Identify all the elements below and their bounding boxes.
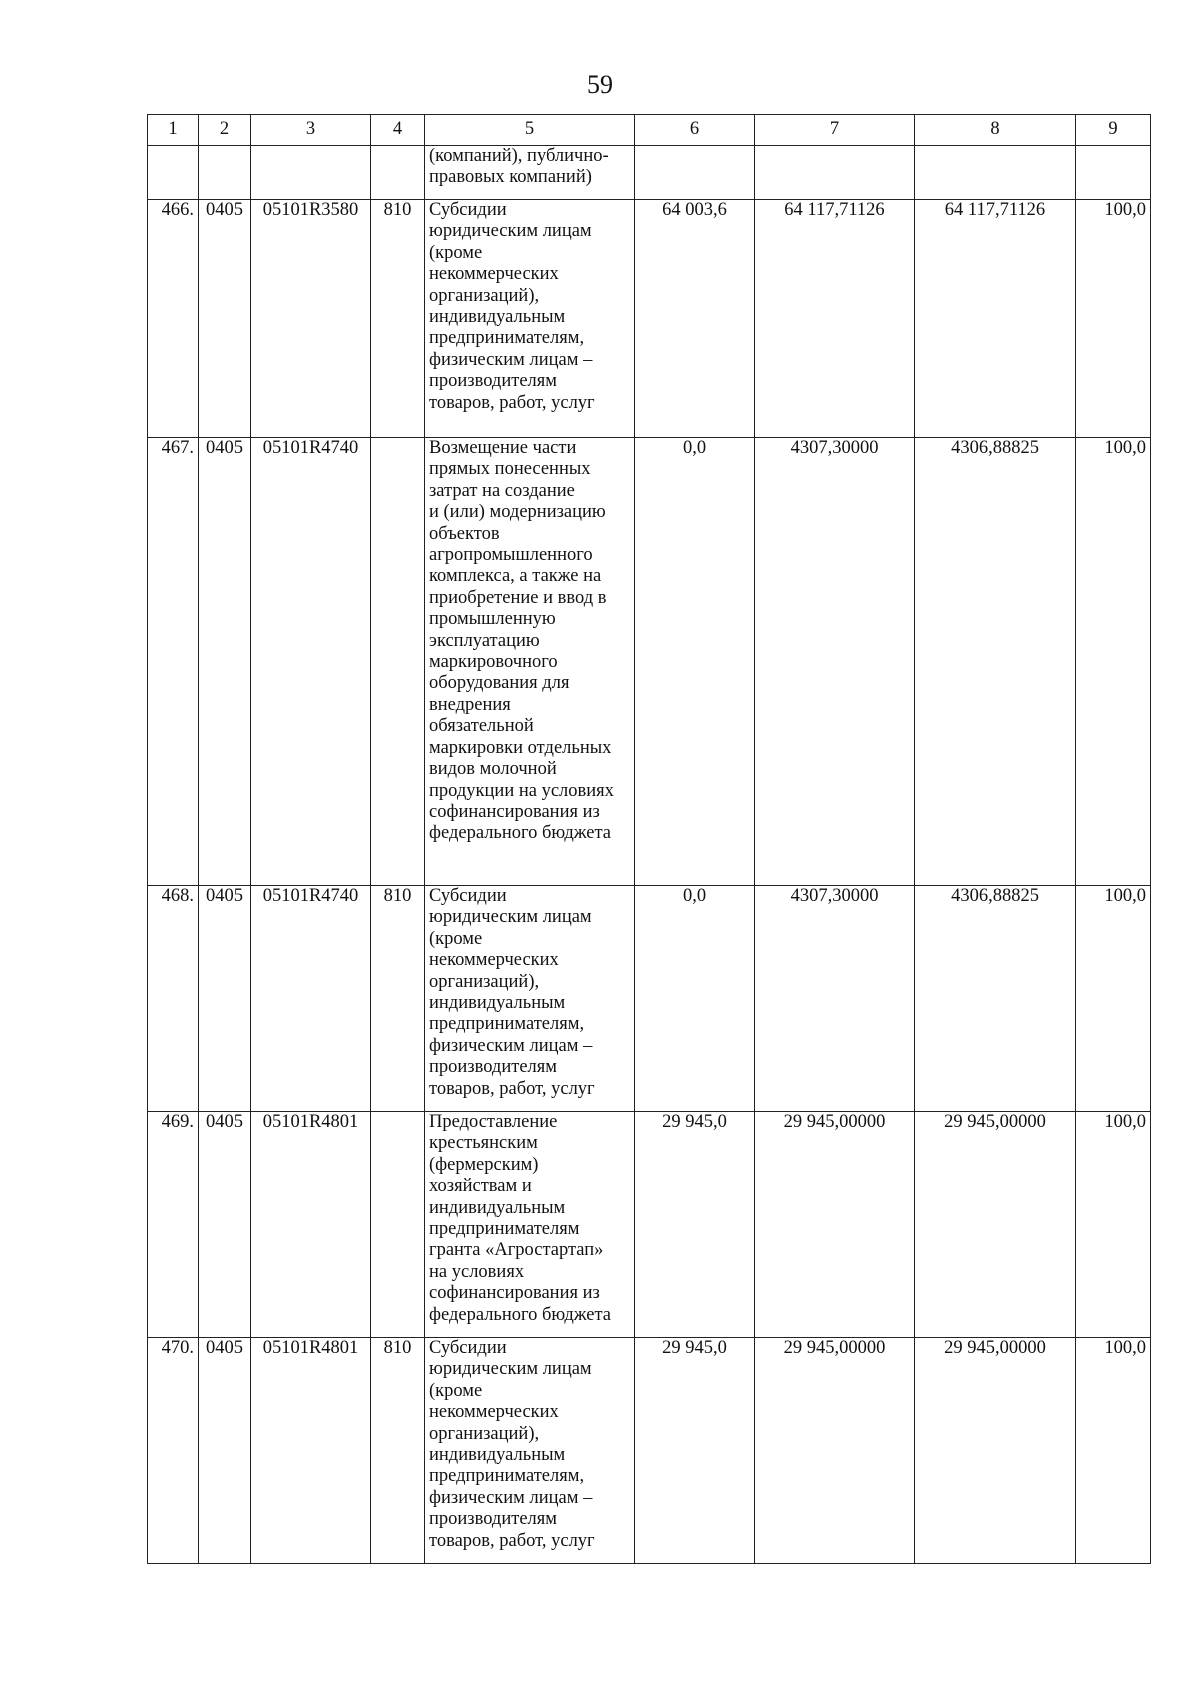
expense-type — [371, 146, 425, 200]
section-code: 0405 — [199, 200, 251, 438]
column-header: 3 — [251, 115, 371, 146]
plan-amount — [635, 146, 755, 200]
item-name: Субсидии юридическим лицам (кроме некоммерческих организаций), индивидуальным предпринимателям, физическим лицам – производителям товаров, работ, услуг — [425, 1338, 635, 1564]
executed-amount: 29 945,00000 — [915, 1338, 1076, 1564]
expense-type — [371, 1112, 425, 1338]
column-header: 6 — [635, 115, 755, 146]
column-header: 1 — [148, 115, 199, 146]
plan-amount: 0,0 — [635, 886, 755, 1112]
table-row — [148, 886, 1151, 1112]
column-header: 8 — [915, 115, 1076, 146]
column-header: 7 — [755, 115, 915, 146]
execution-percent — [1076, 146, 1151, 200]
row-number: 466. — [148, 200, 199, 438]
page-number: 59 — [587, 70, 613, 99]
refined-amount — [755, 146, 915, 200]
table-row — [148, 146, 1151, 200]
refined-amount: 29 945,00000 — [755, 1338, 915, 1564]
plan-amount: 0,0 — [635, 438, 755, 886]
execution-percent: 100,0 — [1076, 200, 1151, 438]
expense-type: 810 — [371, 886, 425, 1112]
target-code: 05101R4740 — [251, 438, 371, 886]
executed-amount — [915, 146, 1076, 200]
row-number: 467. — [148, 438, 199, 886]
plan-amount: 29 945,0 — [635, 1112, 755, 1338]
expense-type: 810 — [371, 1338, 425, 1564]
execution-percent: 100,0 — [1076, 1338, 1151, 1564]
section-code — [199, 146, 251, 200]
row-number: 470. — [148, 1338, 199, 1564]
header-row — [148, 115, 1151, 146]
table-row — [148, 1112, 1151, 1338]
plan-amount: 29 945,0 — [635, 1338, 755, 1564]
item-name: Субсидии юридическим лицам (кроме некоммерческих организаций), индивидуальным предпринимателям, физическим лицам – производителям товаров, работ, услуг — [425, 886, 635, 1112]
plan-amount: 64 003,6 — [635, 200, 755, 438]
expense-type: 810 — [371, 200, 425, 438]
target-code: 05101R4801 — [251, 1338, 371, 1564]
execution-percent: 100,0 — [1076, 1112, 1151, 1338]
table-row — [148, 438, 1151, 886]
executed-amount: 4306,88825 — [915, 438, 1076, 886]
expense-type — [371, 438, 425, 886]
executed-amount: 64 117,71126 — [915, 200, 1076, 438]
column-header: 2 — [199, 115, 251, 146]
target-code: 05101R4740 — [251, 886, 371, 1112]
refined-amount: 4307,30000 — [755, 886, 915, 1112]
section-code: 0405 — [199, 1338, 251, 1564]
table-row — [148, 200, 1151, 438]
execution-percent: 100,0 — [1076, 886, 1151, 1112]
column-header: 5 — [425, 115, 635, 146]
executed-amount: 4306,88825 — [915, 886, 1076, 1112]
item-name: Субсидии юридическим лицам (кроме некоммерческих организаций), индивидуальным предпринимателям, физическим лицам – производителям товаров, работ, услуг — [425, 200, 635, 438]
section-code: 0405 — [199, 1112, 251, 1338]
column-header: 4 — [371, 115, 425, 146]
target-code — [251, 146, 371, 200]
item-name: (компаний), публично- правовых компаний) — [425, 146, 635, 200]
executed-amount: 29 945,00000 — [915, 1112, 1076, 1338]
row-number — [148, 146, 199, 200]
row-number: 468. — [148, 886, 199, 1112]
item-name: Предоставление крестьянским (фермерским) хозяйствам и индивидуальным предпринимателям гранта «Агростартап» на условиях софинансирования из федерального бюджета — [425, 1112, 635, 1338]
column-header: 9 — [1076, 115, 1151, 146]
refined-amount: 29 945,00000 — [755, 1112, 915, 1338]
section-code: 0405 — [199, 438, 251, 886]
table-row — [148, 1338, 1151, 1564]
refined-amount: 4307,30000 — [755, 438, 915, 886]
target-code: 05101R3580 — [251, 200, 371, 438]
execution-percent: 100,0 — [1076, 438, 1151, 886]
budget-table — [147, 114, 1151, 1564]
section-code: 0405 — [199, 886, 251, 1112]
row-number: 469. — [148, 1112, 199, 1338]
item-name: Возмещение части прямых понесенных затрат на создание и (или) модернизацию объектов агропромышленного комплекса, а также на приобретение и ввод в промышленную эксплуатацию маркировочного оборудования для внедрения обязательной маркировки отдельных видов молочной продукции на условиях софинансирования из федерального бюджета — [425, 438, 635, 886]
refined-amount: 64 117,71126 — [755, 200, 915, 438]
target-code: 05101R4801 — [251, 1112, 371, 1338]
